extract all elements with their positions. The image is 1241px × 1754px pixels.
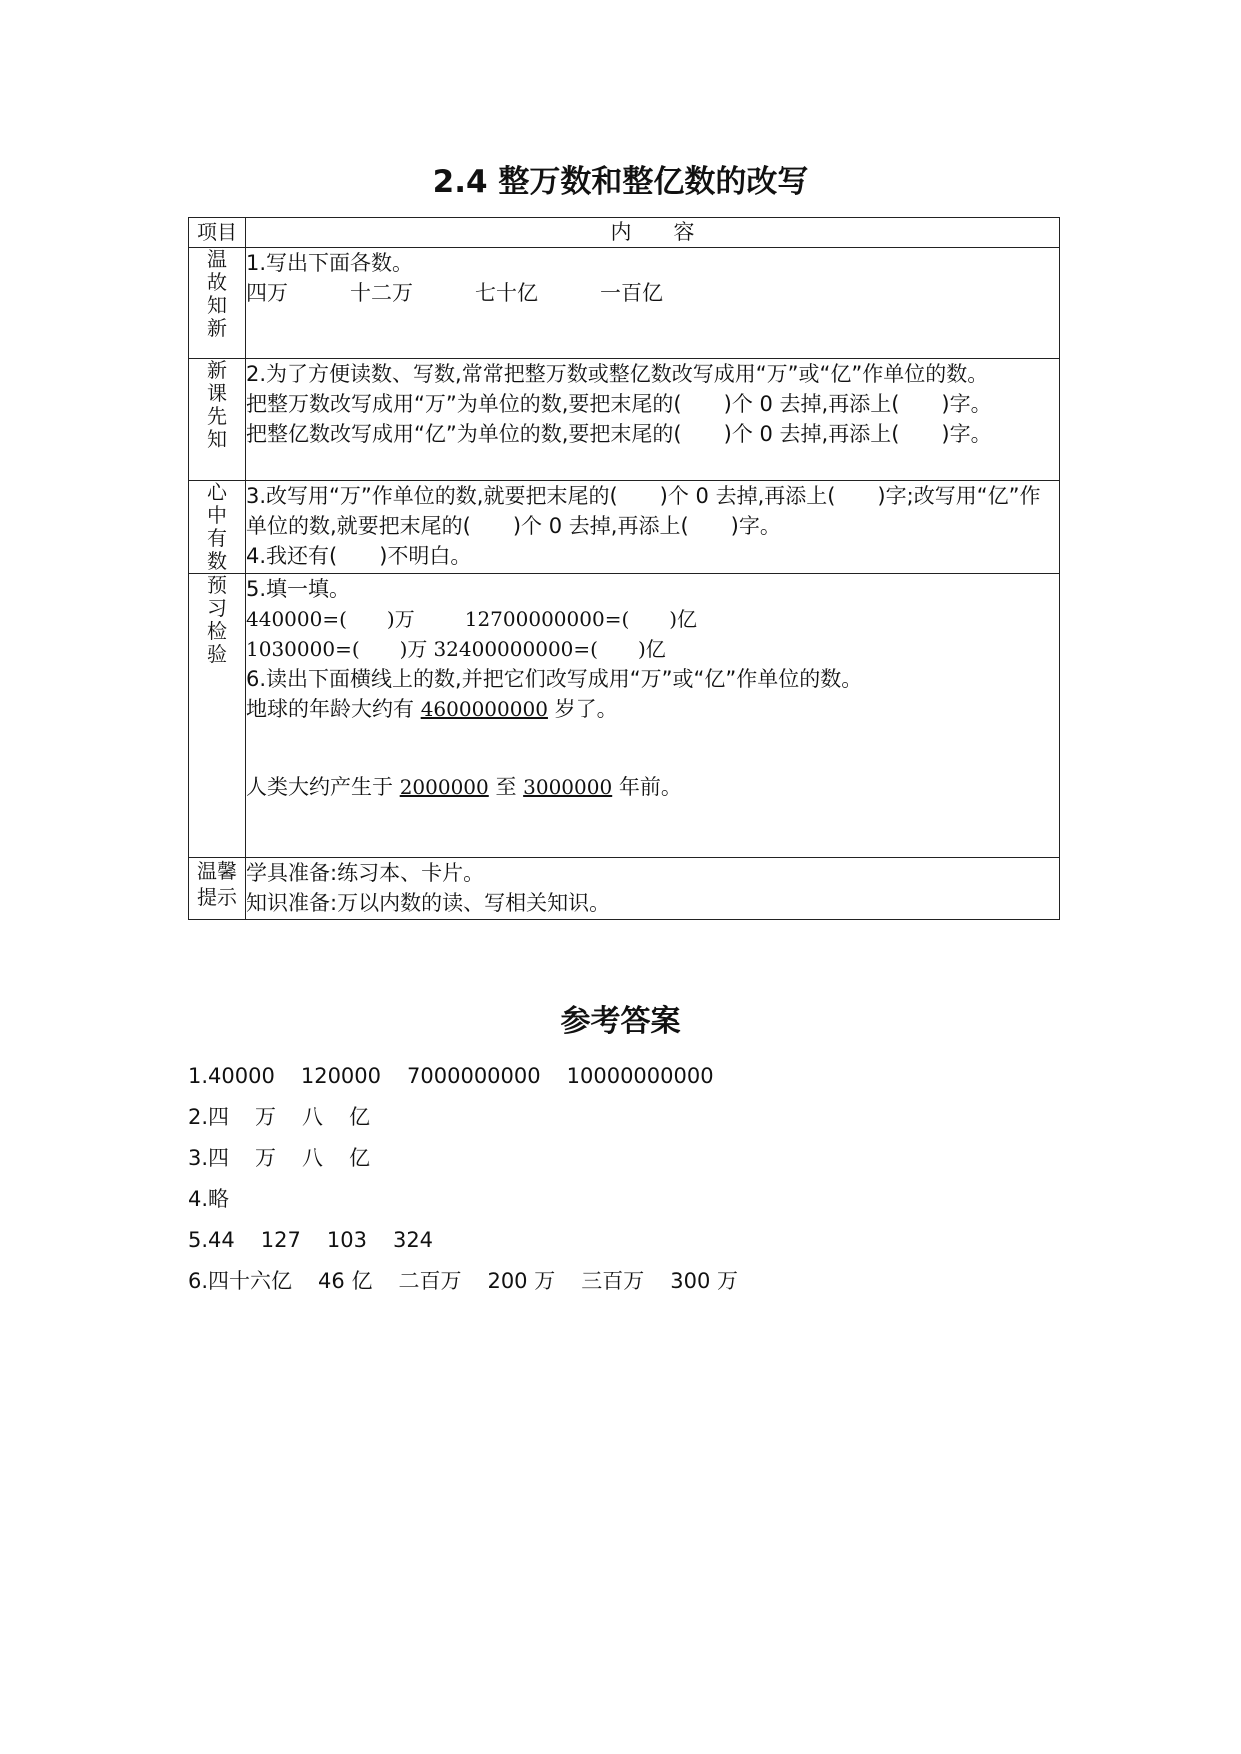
answers-list bbox=[188, 1056, 1088, 1302]
answer-value: 亿 bbox=[349, 1146, 371, 1170]
row-label: 心中有数 bbox=[207, 480, 227, 573]
answer-value: 二百万 bbox=[398, 1269, 462, 1293]
row-summary bbox=[189, 481, 1060, 574]
item-text: 四万 bbox=[246, 281, 288, 305]
row-tips bbox=[189, 858, 1060, 920]
answer-value: 3.四 bbox=[188, 1146, 230, 1170]
answer-value: 200 万 bbox=[487, 1269, 556, 1293]
header-content: 内 容 bbox=[246, 218, 1060, 248]
question-3: 3.改写用“万”作单位的数,就要把末尾的( )个 0 去掉,再添上( )字;改写用“亿”作单位的数,就要把末尾的( )个 0 去掉,再添上( )字。 bbox=[246, 484, 1041, 538]
answer-value: 1.40000 bbox=[188, 1064, 275, 1088]
answer-value: 103 bbox=[326, 1228, 367, 1252]
tip-knowledge: 知识准备:万以内数的读、写相关知识。 bbox=[246, 891, 611, 915]
answer-value: 三百万 bbox=[581, 1269, 645, 1293]
row-check bbox=[189, 574, 1060, 858]
question-2-rule-yi: 把整亿数改写成用“亿”为单位的数,要把末尾的( )个 0 去掉,再添上( )字。 bbox=[246, 422, 992, 446]
answer-line bbox=[188, 1097, 1088, 1138]
fill-item: 12700000000=( )亿 bbox=[464, 607, 698, 631]
table-header-row bbox=[189, 218, 1060, 248]
row-label: 预习检验 bbox=[207, 573, 227, 666]
earth-age-sentence bbox=[246, 694, 1059, 724]
row-new-lesson bbox=[189, 359, 1060, 481]
row-label: 温故知新 bbox=[207, 247, 227, 340]
fill-item: 440000=( )万 bbox=[246, 607, 415, 631]
answers-title: 参考答案 bbox=[560, 1004, 681, 1039]
answer-value: 万 bbox=[255, 1146, 277, 1170]
human-origin-sentence bbox=[246, 772, 1059, 802]
sentence-text: 地球的年龄大约有 bbox=[246, 697, 421, 721]
row-label: 新课先知 bbox=[207, 358, 227, 451]
fill-row bbox=[246, 634, 1059, 664]
answer-value: 300 万 bbox=[670, 1269, 738, 1293]
fill-item: 1030000=( )万 bbox=[246, 637, 428, 661]
answer-value: 2.四 bbox=[188, 1105, 230, 1129]
page-title: 2.4 整万数和整亿数的改写 bbox=[432, 164, 809, 200]
answer-value: 八 bbox=[302, 1146, 324, 1170]
underlined-number: 4600000000 bbox=[420, 697, 548, 721]
header-item: 项目 bbox=[189, 218, 246, 248]
answer-line bbox=[188, 1138, 1088, 1179]
answer-line bbox=[188, 1056, 1088, 1097]
answer-value: 120000 bbox=[300, 1064, 382, 1088]
sentence-text: 人类大约产生于 bbox=[246, 775, 400, 799]
question-5: 5.填一填。 bbox=[246, 577, 351, 601]
row-review bbox=[189, 248, 1060, 359]
sentence-text: 至 bbox=[488, 775, 524, 799]
answer-value: 10000000000 bbox=[566, 1064, 714, 1088]
question-2: 2.为了方便读数、写数,常常把整万数或整亿数改写成用“万”或“亿”作单位的数。 bbox=[246, 362, 989, 386]
preview-table bbox=[188, 217, 1060, 920]
answer-value: 46 亿 bbox=[318, 1269, 373, 1293]
answer-line bbox=[188, 1179, 1088, 1220]
answer-value: 4.略 bbox=[188, 1187, 230, 1211]
row-label: 温馨提示 bbox=[197, 859, 237, 909]
question-1: 1.写出下面各数。 bbox=[246, 251, 414, 275]
answer-value: 5.44 bbox=[188, 1228, 235, 1252]
answer-value: 127 bbox=[260, 1228, 301, 1252]
sentence-text: 岁了。 bbox=[547, 697, 618, 721]
answer-line bbox=[188, 1220, 1088, 1261]
answer-value: 八 bbox=[302, 1105, 324, 1129]
answer-value: 亿 bbox=[349, 1105, 371, 1129]
item-text: 十二万 bbox=[350, 281, 413, 305]
answer-value: 324 bbox=[392, 1228, 434, 1252]
answer-line bbox=[188, 1261, 1088, 1302]
item-text: 七十亿 bbox=[475, 281, 538, 305]
question-2-rule-wan: 把整万数改写成用“万”为单位的数,要把末尾的( )个 0 去掉,再添上( )字。 bbox=[246, 392, 992, 416]
fill-row bbox=[246, 604, 1059, 634]
fill-item: 32400000000=( )亿 bbox=[433, 637, 666, 661]
answer-value: 7000000000 bbox=[407, 1064, 541, 1088]
question-6: 6.读出下面横线上的数,并把它们改写成用“万”或“亿”作单位的数。 bbox=[246, 667, 863, 691]
answer-value: 6.四十六亿 bbox=[188, 1269, 293, 1293]
underlined-number: 3000000 bbox=[523, 775, 613, 799]
underlined-number: 2000000 bbox=[399, 775, 489, 799]
answer-value: 万 bbox=[255, 1105, 277, 1129]
question-4: 4.我还有( )不明白。 bbox=[246, 544, 472, 568]
tip-tools: 学具准备:练习本、卡片。 bbox=[246, 861, 485, 885]
question-1-items bbox=[246, 278, 1059, 308]
sentence-text: 年前。 bbox=[612, 775, 682, 799]
item-text: 一百亿 bbox=[600, 281, 663, 305]
